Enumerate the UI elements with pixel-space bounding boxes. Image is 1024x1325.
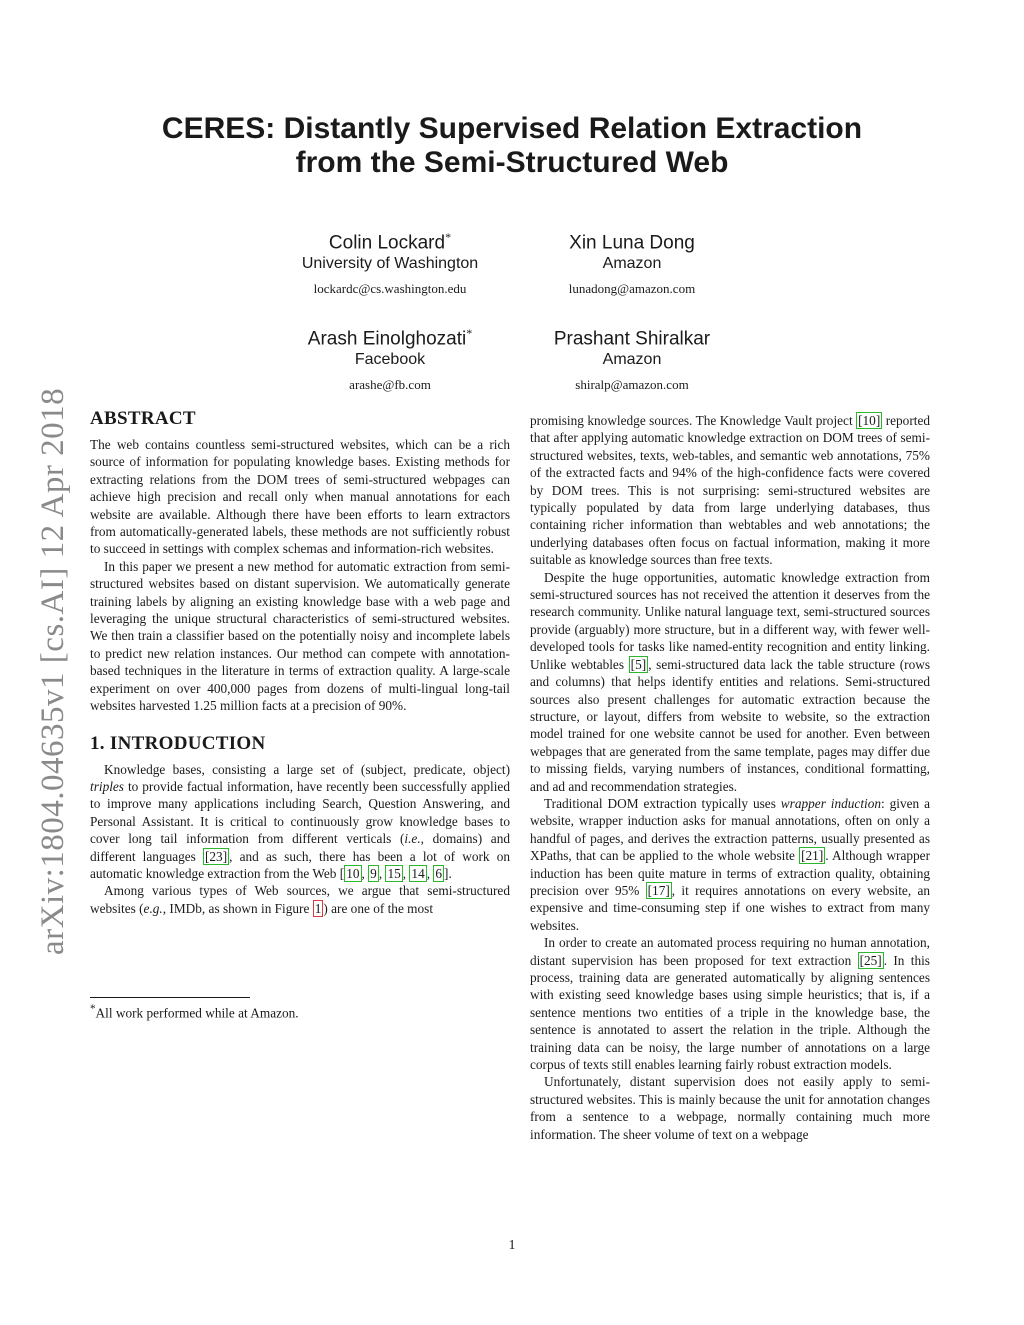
author-name: Xin Luna Dong xyxy=(569,232,695,254)
abstract-paragraph-2: In this paper we present a new method for automatic extraction from semi-structured websites based on distant supervision. We automatically generate training labels by aligning an existing knowledge base with a web page and leveraging the unique structural characteristics of semi-structured websites. We then train a classifier based on the potentially noisy and incomplete labels to predict new relation instances. Our method can compete with annotation-based techniques in the literature in terms of extraction quality. A large-scale experiment on over 400,000 pages from dozens of multi-lingual long-tail websites harvested 1.25 million facts at a precision of 90%. xyxy=(90,558,510,714)
author-email: arashe@fb.com xyxy=(349,377,431,393)
author-affiliation: Amazon xyxy=(602,255,662,273)
title-line-1: CERES: Distantly Supervised Relation Extraction xyxy=(161,112,863,145)
abstract-paragraph-1: The web contains countless semi-structured websites, which can be a rich source of information for populating knowledge bases. Existing methods for extracting relations from the DOM trees of semi-structured webpages can achieve high precision and recall only when manual annotations for each website are available. Although there have been efforts to learn extractors from automatically-generated labels, these methods are not sufficiently robust to succeed in settings with complex schemas and information-rich websites. xyxy=(90,437,510,557)
citation-link[interactable]: [21] xyxy=(801,848,824,864)
author-block-4 xyxy=(482,322,782,393)
right-paragraph-1: promising knowledge sources. The Knowledge Vault project [10] reported that after applying automatic knowledge extraction on DOM trees of semi-structured websites, texts, web-tables, and semantic web annotations, 75% of the extracted facts and 94% of the high-confidence facts were covered by DOM trees. This is not surprising: semi-structured websites are typically populated by data from large underlying databases, thus containing richer information than webtables and web annotations; the underlying databases often focus on factual information, making it more suitable as knowledge sources than free texts. xyxy=(530,413,930,568)
right-column xyxy=(530,412,930,1143)
author-email: shiralp@amazon.com xyxy=(575,377,689,393)
author-affiliation: Facebook xyxy=(354,351,426,369)
author-name: Colin Lockard* xyxy=(328,230,452,254)
citation-link[interactable]: 14 xyxy=(411,865,425,881)
author-affiliation: University of Washington xyxy=(301,255,479,273)
citation-link[interactable]: [17] xyxy=(647,882,670,898)
author-affiliation: Amazon xyxy=(602,351,662,369)
right-paragraph-4: In order to create an automated process requiring no human annotation, distant supervision has been proposed for text extraction [25] . In this process, training data are generated automatically by aligning sentences with existing seed knowledge bases using simple heuristics; that is, if a sentence mentions two entities of a triple in the knowledge base, the sentence is annotated to assert the relation in the triple. Although the training data can be noisy, the large number of annotations on a large corpus of texts still enables learning fairly robust extraction models. xyxy=(530,935,930,1073)
intro-paragraph-2: Among various types of Web sources, we argue that semi-structured websites (e.g., IMDb, as shown in Figure 1 ) are one of the most xyxy=(90,883,510,916)
author-email: lockardc@cs.washington.edu xyxy=(313,281,467,297)
footnote-rule xyxy=(90,997,250,998)
citation-link[interactable]: 10 xyxy=(346,865,360,881)
title-line-2: from the Semi-Structured Web xyxy=(295,146,729,179)
citation-link[interactable]: [23] xyxy=(204,848,228,864)
right-paragraph-5: Unfortunately, distant supervision does not easily apply to semi-structured websites. This is mainly because the unit for annotation changes from a sentence to a webpage, normally containing much more information. The sheer volume of text on a webpage xyxy=(530,1074,930,1142)
author-block-2 xyxy=(482,226,782,297)
right-paragraph-3: Traditional DOM extraction typically uses wrapper induction: given a website, wrapper induction asks for manual annotations, often on only a handful of pages, and derives the extraction patterns, usually presented as XPaths, that can be applied to the whole website [21] . Although wrapper induction has been quite mature in terms of extraction quality, obtaining precision over 95% [17] , it requires annotations on every website, an expensive and time-consuming step if one wishes to extract from many websites. xyxy=(530,795,930,933)
citation-link[interactable]: 9 xyxy=(370,865,377,881)
intro-paragraph-1: Knowledge bases, consisting a large set of (subject, predicate, object) triples to provide factual information, have recently been successfully applied to improve many applications including Search, Question Answering, and Personal Assistant. It is critical to continuously grow knowledge bases to cover long tail information from different verticals (i.e., domains) and different languages [23] , and as such, there has been a lot of work on automatic knowledge extraction from the Web [ 10 , 9 , 15 , 14 , 6 ]. xyxy=(90,761,510,881)
abstract-heading: ABSTRACT xyxy=(90,408,196,429)
author-name: Arash Einolghozati* xyxy=(307,326,473,350)
page-number: 1 xyxy=(508,1238,516,1253)
footnote: *All work performed while at Amazon. xyxy=(90,1003,299,1021)
citation-link[interactable]: [25] xyxy=(859,952,882,968)
paper-title xyxy=(0,112,1024,180)
author-name: Prashant Shiralkar xyxy=(553,328,711,350)
left-column xyxy=(90,408,510,917)
introduction-heading: 1. INTRODUCTION xyxy=(90,732,266,754)
author-email: lunadong@amazon.com xyxy=(568,281,696,297)
arxiv-stamp: arXiv:1804.04635v1 [cs.AI] 12 Apr 2018 xyxy=(35,387,71,955)
citation-link[interactable]: [10] xyxy=(858,413,881,428)
citation-link[interactable]: 15 xyxy=(387,865,401,881)
citation-link[interactable]: 6 xyxy=(435,865,443,881)
right-paragraph-2: Despite the huge opportunities, automatic knowledge extraction from semi-structured sources has not received the attention it deserves from the research community. Unlike natural language text, semi-structured sources provide (arguably) more structure, but in a different way, with fewer well-developed tools for tasks like named-entity recognition and entity linking. Unlike webtables [5] , semi-structured data lack the table structure (rows and columns) that helps identify entities and relations. Semi-structured sources also present challenges for automatic extraction because the structure, or layout, differs from website to website, so the extraction model trained for one website cannot be used for another. Even between webpages that are generated from the same template, pages may differ due to missing fields, varying numbers of instances, conditional formatting, and ad and recommendation strategies. xyxy=(530,569,930,794)
figure-reference-link[interactable]: 1 xyxy=(314,900,322,916)
citation-link[interactable]: [5] xyxy=(630,656,647,672)
